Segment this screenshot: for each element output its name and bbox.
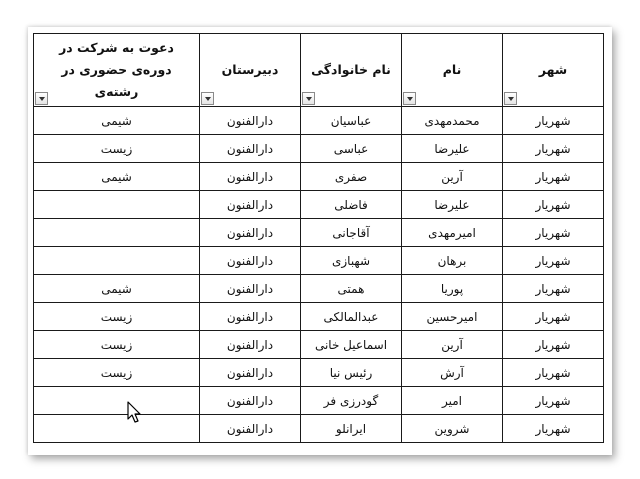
table-row — [34, 135, 604, 163]
cell-first-name[interactable]: برهان — [402, 247, 503, 275]
header-invitation-field: دعوت به شرکت در دوره‌ی حضوری در رشته‌ی — [34, 34, 200, 107]
cell-invitation-field[interactable] — [34, 191, 200, 219]
cell-high-school[interactable]: دارالفنون — [200, 247, 301, 275]
cell-last-name[interactable]: صفری — [301, 163, 402, 191]
cell-last-name[interactable]: آقاجانی — [301, 219, 402, 247]
cell-first-name[interactable]: شروین — [402, 415, 503, 443]
cell-high-school[interactable]: دارالفنون — [200, 387, 301, 415]
cell-high-school[interactable]: دارالفنون — [200, 163, 301, 191]
mouse-pointer-icon — [127, 401, 143, 425]
cell-city[interactable]: شهریار — [503, 275, 604, 303]
header-first-name: نام — [402, 34, 503, 107]
cell-first-name[interactable]: امیر — [402, 387, 503, 415]
cell-invitation-field[interactable]: زیست — [34, 135, 200, 163]
cell-city[interactable]: شهریار — [503, 247, 604, 275]
cell-city[interactable]: شهریار — [503, 415, 604, 443]
cell-invitation-field[interactable] — [34, 247, 200, 275]
cell-high-school[interactable]: دارالفنون — [200, 135, 301, 163]
cell-first-name[interactable]: پوریا — [402, 275, 503, 303]
cell-first-name[interactable]: محمدمهدی — [402, 107, 503, 135]
table-row — [34, 275, 604, 303]
cell-last-name[interactable]: عبدالمالکی — [301, 303, 402, 331]
cell-high-school[interactable]: دارالفنون — [200, 275, 301, 303]
cell-high-school[interactable]: دارالفنون — [200, 415, 301, 443]
cell-invitation-field[interactable]: زیست — [34, 331, 200, 359]
cell-last-name[interactable]: عباسیان — [301, 107, 402, 135]
cell-high-school[interactable]: دارالفنون — [200, 331, 301, 359]
cell-city[interactable]: شهریار — [503, 219, 604, 247]
cell-city[interactable]: شهریار — [503, 107, 604, 135]
filter-dropdown-icon[interactable] — [403, 92, 416, 105]
cell-invitation-field[interactable]: شیمی — [34, 275, 200, 303]
cell-city[interactable]: شهریار — [503, 191, 604, 219]
cell-last-name[interactable]: فاضلی — [301, 191, 402, 219]
cell-last-name[interactable]: اسماعیل خانی — [301, 331, 402, 359]
table-header — [34, 34, 604, 107]
filter-dropdown-icon[interactable] — [35, 92, 48, 105]
cell-first-name[interactable]: امیرمهدی — [402, 219, 503, 247]
cell-first-name[interactable]: امیرحسین — [402, 303, 503, 331]
students-table — [33, 33, 604, 443]
header-last-name: نام خانوادگی — [301, 34, 402, 107]
table-row — [34, 415, 604, 443]
table-row — [34, 331, 604, 359]
cell-last-name[interactable]: ایرانلو — [301, 415, 402, 443]
cell-invitation-field[interactable]: شیمی — [34, 107, 200, 135]
cell-invitation-field[interactable] — [34, 415, 200, 443]
cell-invitation-field[interactable]: زیست — [34, 303, 200, 331]
cell-high-school[interactable]: دارالفنون — [200, 359, 301, 387]
table-row — [34, 107, 604, 135]
filter-dropdown-icon[interactable] — [201, 92, 214, 105]
cell-first-name[interactable]: علیرضا — [402, 135, 503, 163]
table-row — [34, 303, 604, 331]
cell-high-school[interactable]: دارالفنون — [200, 219, 301, 247]
table-row — [34, 359, 604, 387]
filter-dropdown-icon[interactable] — [302, 92, 315, 105]
cell-last-name[interactable]: عباسی — [301, 135, 402, 163]
table-row — [34, 191, 604, 219]
cell-last-name[interactable]: رئیس نیا — [301, 359, 402, 387]
table-row — [34, 387, 604, 415]
cell-invitation-field[interactable] — [34, 219, 200, 247]
cell-last-name[interactable]: شهبازی — [301, 247, 402, 275]
cell-city[interactable]: شهریار — [503, 359, 604, 387]
cell-city[interactable]: شهریار — [503, 135, 604, 163]
cell-high-school[interactable]: دارالفنون — [200, 191, 301, 219]
cell-first-name[interactable]: آرین — [402, 331, 503, 359]
cell-first-name[interactable]: علیرضا — [402, 191, 503, 219]
cell-high-school[interactable]: دارالفنون — [200, 303, 301, 331]
table-row — [34, 219, 604, 247]
cell-city[interactable]: شهریار — [503, 163, 604, 191]
header-city: شهر — [503, 34, 604, 107]
cell-city[interactable]: شهریار — [503, 303, 604, 331]
cell-last-name[interactable]: گودرزی فر — [301, 387, 402, 415]
filter-dropdown-icon[interactable] — [504, 92, 517, 105]
document-page — [28, 27, 612, 455]
cell-first-name[interactable]: آرین — [402, 163, 503, 191]
cell-invitation-field[interactable] — [34, 387, 200, 415]
cell-invitation-field[interactable]: شیمی — [34, 163, 200, 191]
header-high-school: دبیرستان — [200, 34, 301, 107]
cell-city[interactable]: شهریار — [503, 387, 604, 415]
cell-invitation-field[interactable]: زیست — [34, 359, 200, 387]
cell-last-name[interactable]: همتی — [301, 275, 402, 303]
cell-city[interactable]: شهریار — [503, 331, 604, 359]
table-body — [34, 107, 604, 443]
cell-first-name[interactable]: آرش — [402, 359, 503, 387]
table-row — [34, 247, 604, 275]
table-row — [34, 163, 604, 191]
cell-high-school[interactable]: دارالفنون — [200, 107, 301, 135]
